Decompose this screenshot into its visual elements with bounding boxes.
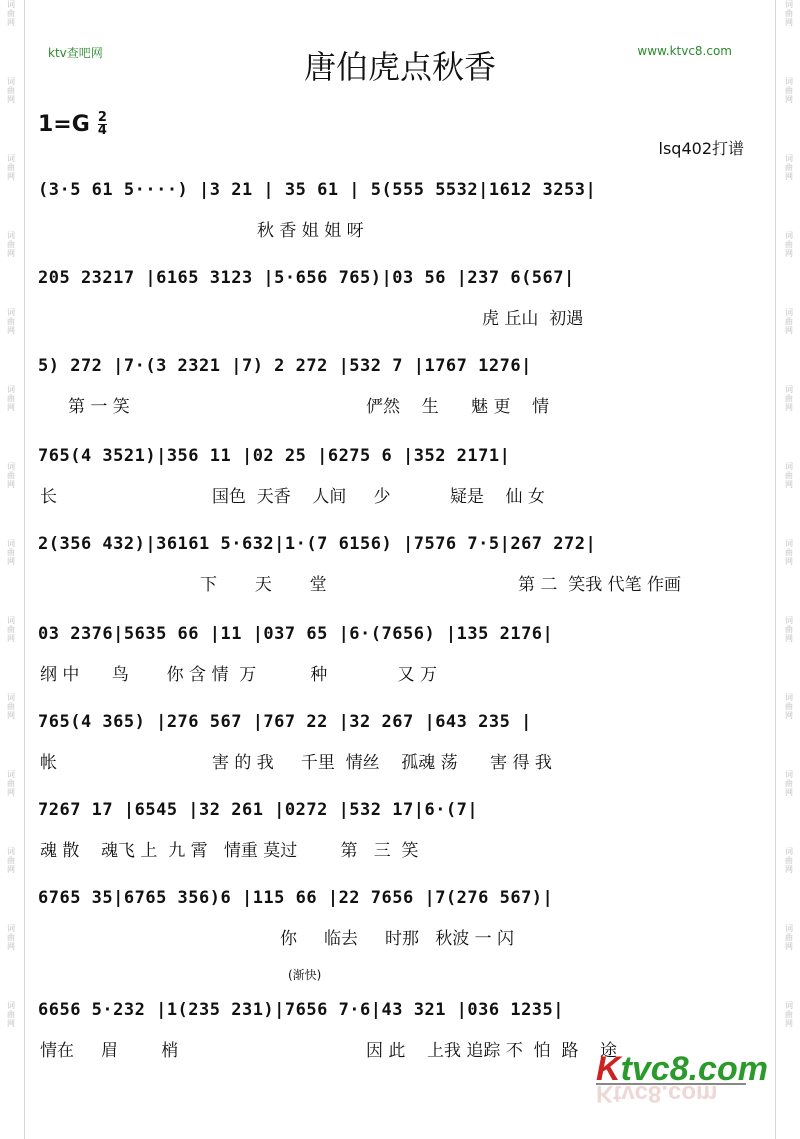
key-label: 1=G <box>38 112 90 137</box>
notation-row-3: 5) 272 |7·(3 2321 |7) 2 272 |532 7 |1767 1276| <box>38 356 532 376</box>
margin-mark: 词 曲 网 <box>785 847 793 874</box>
margin-mark: 词 曲 网 <box>7 693 15 720</box>
lyric-line-7-1: 帐 <box>40 753 57 773</box>
watermark-logo: Ktvc8.com <box>596 1050 768 1088</box>
left-margin-marks <box>0 0 22 1139</box>
margin-mark: 词 曲 网 <box>785 616 793 643</box>
lyric-line-5-2: 第 二 笑我 代笔 作画 <box>518 575 682 595</box>
margin-mark: 词 曲 网 <box>785 1001 793 1028</box>
lyric-line-7-2: 害 的 我 千里 情丝 孤魂 荡 害 得 我 <box>212 753 552 773</box>
lyric-line-2-1: 虎 丘山 初遇 <box>482 309 584 329</box>
margin-mark: 词 曲 网 <box>785 770 793 797</box>
arranger-credit: lsq402打谱 <box>658 139 744 158</box>
lyric-line-9-1: 你 临去 时那 秋波 一 闪 <box>280 929 515 949</box>
time-signature-bottom: 4 <box>97 123 107 138</box>
notation-row-2: 205 23217 |6165 3123 |5·656 765)|03 56 |237 6(567| <box>38 268 575 288</box>
margin-mark: 词 曲 网 <box>7 77 15 104</box>
brand-watermark <box>596 1050 768 1110</box>
lyric-line-4-2: 国色 天香 人间 少 疑是 仙 女 <box>212 487 545 507</box>
lyric-line-6-1: 纲 中 鸟 你 含 情 万 种 又 万 <box>40 665 437 685</box>
site-name-left: ktv查吧网 <box>48 46 103 60</box>
lyric-line-10-2: 因 此 上我 追踪 不 怕 路 途 <box>366 1041 618 1061</box>
margin-mark: 词 曲 网 <box>7 0 15 27</box>
lyric-line-3-1: 第 一 笑 <box>68 397 130 417</box>
page-title: 唐伯虎点秋香 <box>303 48 496 86</box>
tempo-mark: (渐快) <box>288 968 322 982</box>
right-margin-marks <box>778 0 800 1139</box>
margin-mark: 词 曲 网 <box>7 308 15 335</box>
margin-mark: 词 曲 网 <box>7 847 15 874</box>
margin-mark: 词 曲 网 <box>785 231 793 258</box>
notation-row-6: 03 2376|5635 66 |11 |037 65 |6·(7656) |135 2176| <box>38 624 554 644</box>
lyric-line-5-1: 下 天 堂 <box>200 575 327 595</box>
margin-mark: 词 曲 网 <box>7 924 15 951</box>
lyric-line-4-1: 长 <box>40 487 57 507</box>
lyric-line-1-1: 秋 香 姐 姐 呀 <box>257 221 364 241</box>
time-signature-top: 2 <box>97 110 107 125</box>
notation-row-10: 6656 5·232 |1(235 231)|7656 7·6|43 321 |036 1235| <box>38 1000 565 1020</box>
site-url-right: www.ktvc8.com <box>637 44 732 58</box>
margin-mark: 词 曲 网 <box>7 770 15 797</box>
margin-mark: 词 曲 网 <box>785 154 793 181</box>
notation-row-4: 765(4 3521)|356 11 |02 25 |6275 6 |352 2171| <box>38 446 511 466</box>
margin-mark: 词 曲 网 <box>7 462 15 489</box>
lyric-line-8-1: 魂 散 魂飞 上 九 霄 情重 莫过 第 三 笑 <box>40 841 419 861</box>
margin-mark: 词 曲 网 <box>785 462 793 489</box>
notation-row-5: 2(356 432)|36161 5·632|1·(7 6156) |7576 7·5|267 272| <box>38 534 597 554</box>
margin-mark: 词 曲 网 <box>7 1001 15 1028</box>
margin-mark: 词 曲 网 <box>785 308 793 335</box>
time-signature <box>98 112 107 137</box>
margin-mark: 词 曲 网 <box>785 539 793 566</box>
notation-row-8: 7267 17 |6545 |32 261 |0272 |532 17|6·(7| <box>38 800 479 820</box>
margin-mark: 词 曲 网 <box>785 924 793 951</box>
margin-mark: 词 曲 网 <box>785 77 793 104</box>
lyric-line-3-2: 俨然 生 魅 更 情 <box>366 397 550 417</box>
margin-mark: 词 曲 网 <box>7 154 15 181</box>
key-signature <box>38 112 107 137</box>
lyric-line-10-1: 情在 眉 梢 <box>40 1041 179 1061</box>
right-margin-rule <box>775 0 776 1139</box>
notation-row-9: 6765 35|6765 356)6 |115 66 |22 7656 |7(276 567)| <box>38 888 554 908</box>
left-margin-rule <box>24 0 25 1139</box>
margin-mark: 词 曲 网 <box>785 385 793 412</box>
margin-mark: 词 曲 网 <box>7 385 15 412</box>
notation-row-1: (3·5 61 5····) |3 21 | 35 61 | 5(555 5532|1612 3253| <box>38 180 597 200</box>
margin-mark: 词 曲 网 <box>7 616 15 643</box>
margin-mark: 词 曲 网 <box>785 0 793 27</box>
notation-row-7: 765(4 365) |276 567 |767 22 |32 267 |643 235 | <box>38 712 532 732</box>
margin-mark: 词 曲 网 <box>7 539 15 566</box>
margin-mark: 词 曲 网 <box>785 693 793 720</box>
margin-mark: 词 曲 网 <box>7 231 15 258</box>
watermark-reflection: Ktvc8.com <box>596 1080 718 1107</box>
